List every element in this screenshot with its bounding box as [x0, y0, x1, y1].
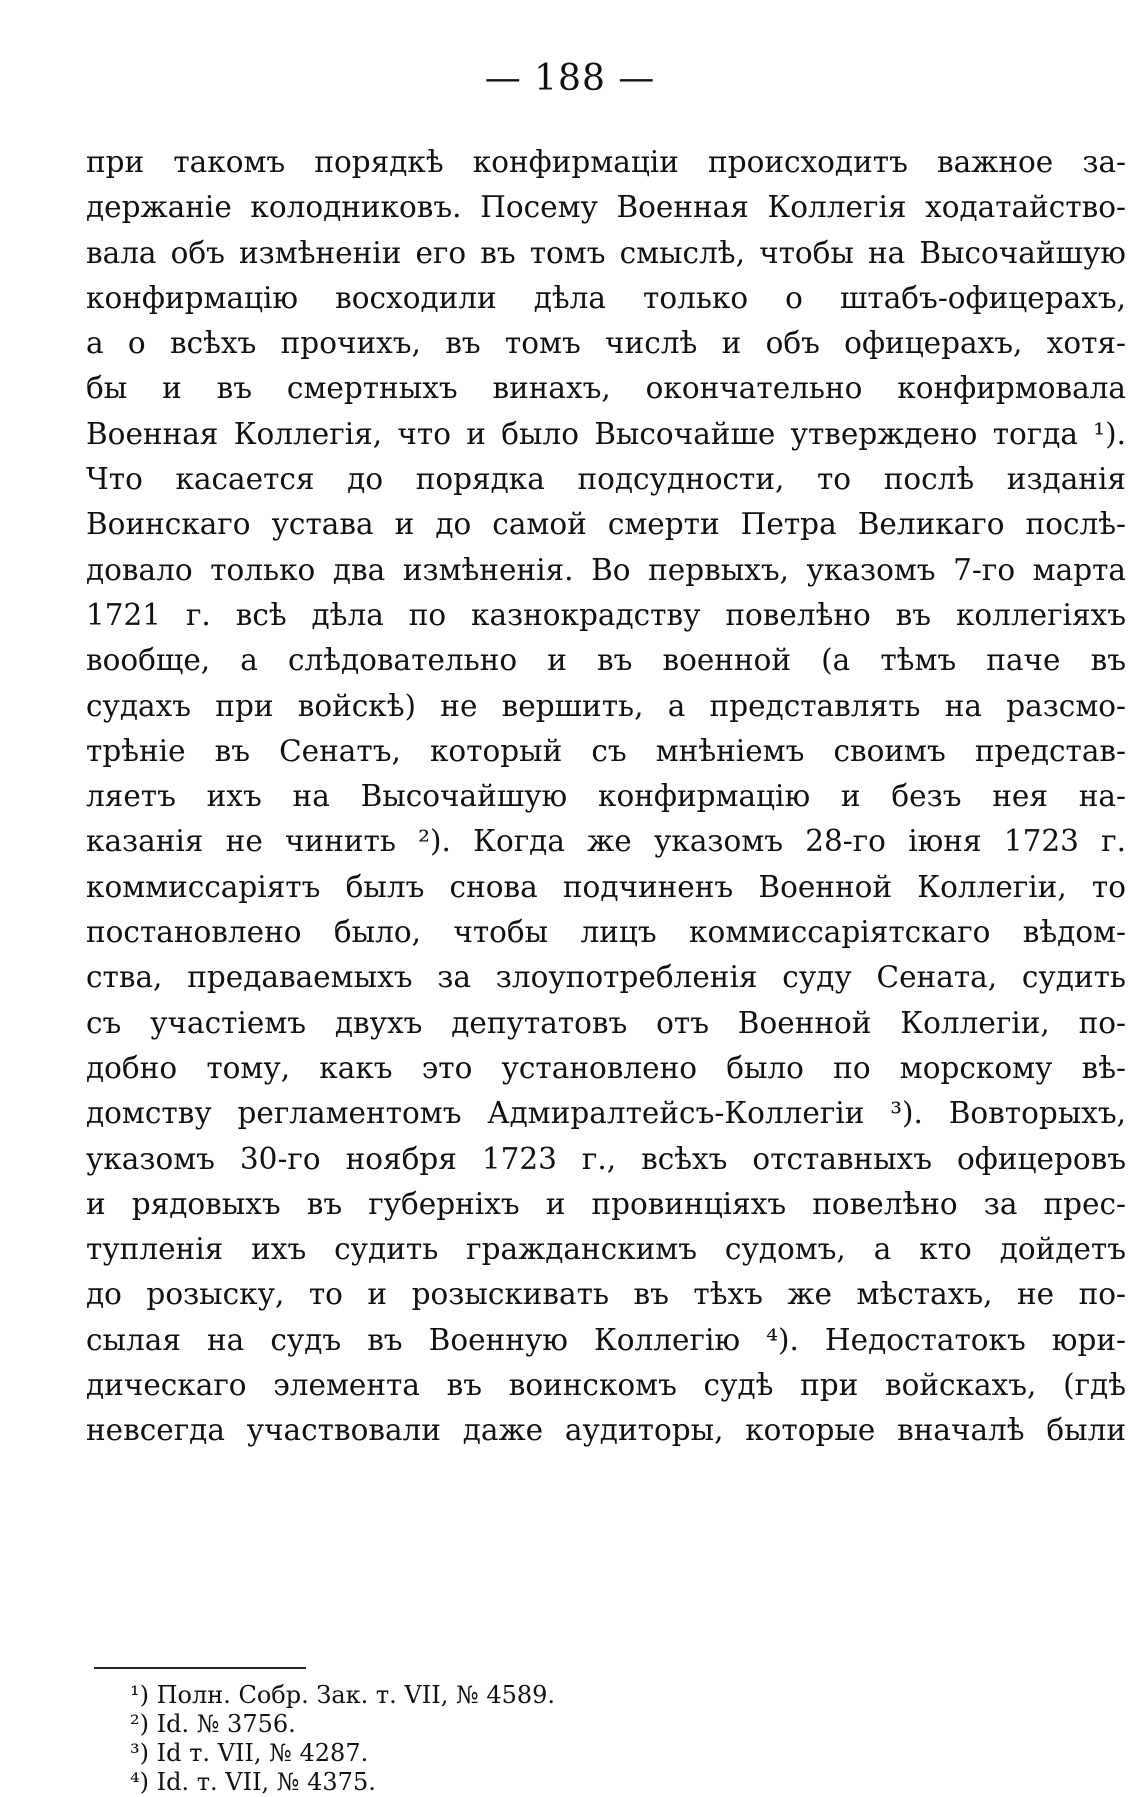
text-line: тупленія ихъ судить гражданскимъ судомъ, а кто дойдетъ [86, 1232, 1126, 1267]
footnote-2: ²) Id. № 3756. [130, 1710, 296, 1738]
text-line: съ участіемъ двухъ депутатовъ отъ Военной Коллегіи, по- [86, 1005, 1126, 1040]
text-line: добно тому, какъ это установлено было по морскому вѣ- [86, 1050, 1126, 1085]
text-line: бы и въ смертныхъ винахъ, окончательно конфирмовала [86, 371, 1126, 406]
text-line: конфирмацію восходили дѣла только о штабъ-офицерахъ, [86, 280, 1126, 315]
footnote-1: ¹) Полн. Собр. Зак. т. VII, № 4589. [130, 1681, 556, 1709]
text-line: коммиссаріятъ былъ снова подчиненъ Военной Коллегіи, то [86, 869, 1126, 904]
text-line: ства, предаваемыхъ за злоупотребленія суду Сената, судить [86, 960, 1126, 995]
text-line: держаніе колодниковъ. Посему Военная Коллегія ходатайство- [86, 190, 1126, 225]
text-line: трѣніе въ Сенатъ, который съ мнѣніемъ своимъ представ- [86, 733, 1126, 768]
text-line: постановлено было, чтобы лицъ коммиссаріятскаго вѣдом- [86, 915, 1126, 950]
page-number: — 188 — [484, 58, 656, 99]
text-line: домству регламентомъ Адмиралтейсъ-Коллегіи ³). Вовторыхъ, [86, 1096, 1126, 1131]
main-text [86, 140, 1126, 1454]
text-line: 1721 г. всѣ дѣла по казнокрадству повелѣно въ коллегіяхъ [86, 597, 1126, 632]
text-line: казанія не чинить ²). Когда же указомъ 28-го іюня 1723 г. [86, 824, 1126, 859]
footnotes [130, 1681, 830, 1797]
footnote-4: ⁴) Id. т. VII, № 4375. [130, 1768, 376, 1796]
footnote-separator [94, 1667, 306, 1669]
text-line: и рядовыхъ въ губерніхъ и провинціяхъ повелѣно за прес- [86, 1186, 1126, 1221]
text-line: вообще, а слѣдовательно и въ военной (а тѣмъ паче въ [86, 643, 1126, 678]
text-line: при такомъ порядкѣ конфирмаціи происходитъ важное за- [86, 145, 1126, 179]
text-line: ляетъ ихъ на Высочайшую конфирмацію и безъ нея на- [86, 779, 1126, 814]
text-line: судахъ при войскѣ) не вершить, а представлять на разсмо- [86, 688, 1126, 723]
text-line: сылая на судъ въ Военную Коллегію ⁴). Недостатокъ юри- [86, 1322, 1126, 1357]
text-line: указомъ 30-го ноября 1723 г., всѣхъ отставныхъ офицеровъ [86, 1141, 1126, 1176]
text-line: Что касается до порядка подсудности, то послѣ изданія [86, 462, 1126, 497]
text-line: невсегда участвовали даже аудиторы, которые вначалѣ были [86, 1413, 1126, 1448]
footnote-3: ³) Id т. VII, № 4287. [130, 1739, 369, 1767]
text-line: Военная Коллегія, что и было Высочайше утверждено тогда ¹). [86, 416, 1126, 451]
text-line: вала объ измѣненіи его въ томъ смыслѣ, чтобы на Высочайшую [86, 235, 1126, 270]
text-line: довало только два измѣненія. Во первыхъ, указомъ 7-го марта [86, 552, 1126, 587]
text-line: до розыску, то и розыскивать въ тѣхъ же мѣстахъ, не по- [86, 1277, 1126, 1312]
text-line: дическаго элемента въ воинскомъ судѣ при войскахъ, (гдѣ [86, 1368, 1126, 1403]
text-line: а о всѣхъ прочихъ, въ томъ числѣ и объ офицерахъ, хотя- [86, 326, 1126, 361]
text-line: Воинскаго устава и до самой смерти Петра Великаго послѣ- [86, 507, 1126, 542]
